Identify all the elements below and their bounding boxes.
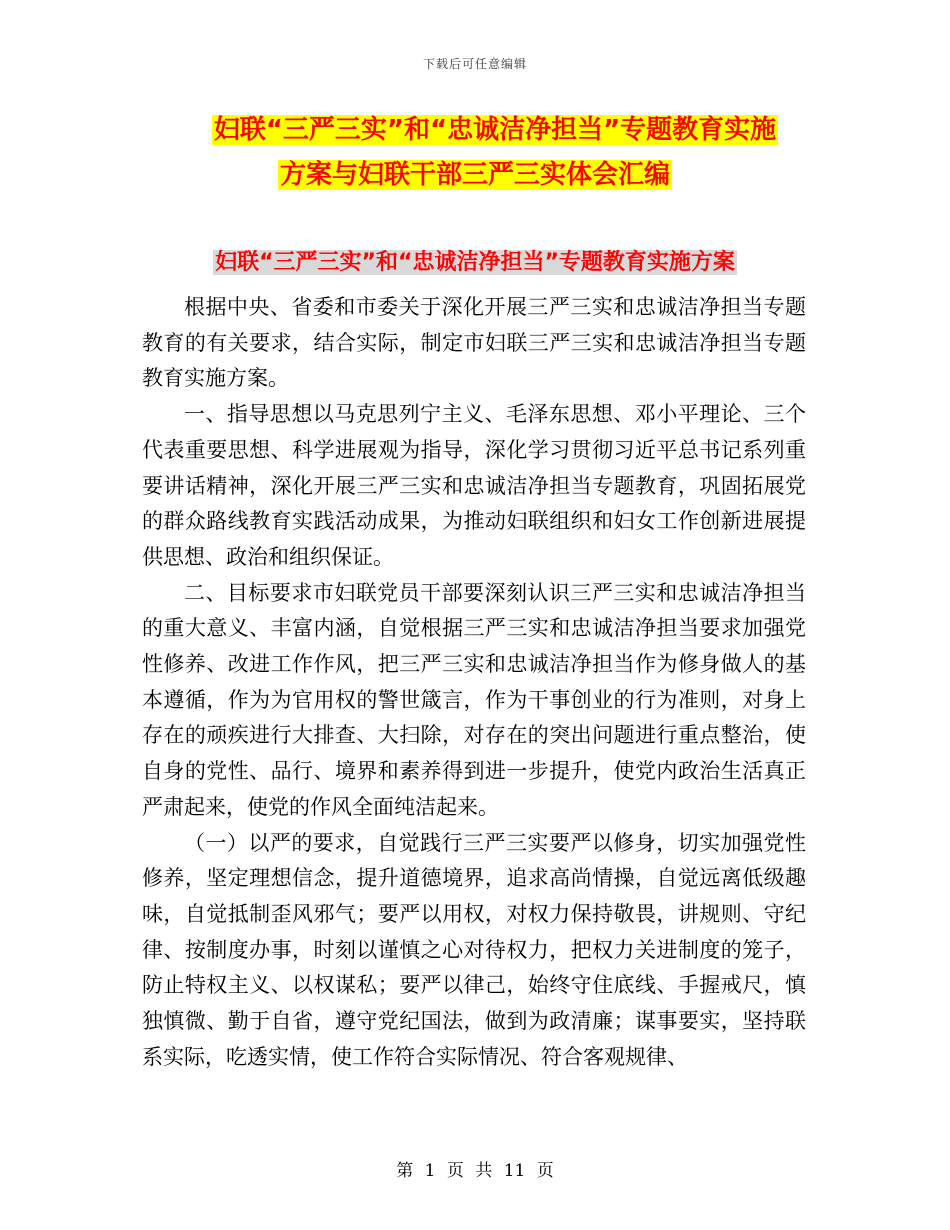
section-title	[0, 248, 950, 278]
main-title-line-2-text: 方案与妇联干部三严三实体会汇编	[279, 160, 670, 190]
paragraph-guiding-ideology: 一、指导思想以马克思列宁主义、毛泽东思想、邓小平理论、三个代表重要思想、科学进展观为指导，深化学习贯彻习近平总书记系列重要讲话精神，深化开展三严三实和忠诚洁净担当专题教育，巩固拓展党的群众路线教育实践活动成果，为推动妇联组织和妇女工作创新进展提供思想、政治和组织保证。	[142, 402, 806, 569]
main-title-line-1	[0, 113, 950, 147]
paragraph-goals: 二、目标要求市妇联党员干部要深刻认识三严三实和忠诚洁净担当的重大意义、丰富内涵，自觉根据三严三实和忠诚洁净担当要求加强党性修养、改进工作作风，把三严三实和忠诚洁净担当作为修身做人的基本遵循，作为为官用权的警世箴言，作为干事创业的行为准则，对身上存在的顽疾进行大排查、大扫除，对存在的突出问题进行重点整治，使自身的党性、品行、境界和素养得到进一步提升，使党内政治生活真正严肃起来，使党的作风全面纯洁起来。	[142, 580, 806, 819]
page-footer: 第 1 页 共 11 页	[396, 1161, 554, 1181]
paragraph-intro: 根据中央、省委和市委关于深化开展三严三实和忠诚洁净担当专题教育的有关要求，结合实际，制定市妇联三严三实和忠诚洁净担当专题教育实施方案。	[142, 295, 806, 391]
main-title-line-1-text: 妇联“三严三实”和“忠诚洁净担当”专题教育实施	[213, 115, 777, 145]
header-note: 下载后可任意编辑	[422, 57, 527, 71]
main-title-line-2	[0, 158, 950, 192]
document-body	[142, 290, 806, 1075]
section-title-text: 妇联“三严三实”和“忠诚洁净担当”专题教育实施方案	[215, 250, 735, 275]
paragraph-strict-requirements: （一）以严的要求，自觉践行三严三实要严以修身，切实加强党性修养，坚定理想信念，提升道德境界，追求高尚情操，自觉远离低级趣味，自觉抵制歪风邪气；要严以用权，对权力保持敬畏，讲规则、守纪律、按制度办事，时刻以谨慎之心对待权力，把权力关进制度的笼子，防止特权主义、以权谋私；要严以律己，始终守住底线、手握戒尺，慎独慎微、勤于自省，遵守党纪国法，做到为政清廉；谋事要实，坚持联系实际，吃透实情，使工作符合实际情况、符合客观规律、	[142, 830, 806, 1069]
